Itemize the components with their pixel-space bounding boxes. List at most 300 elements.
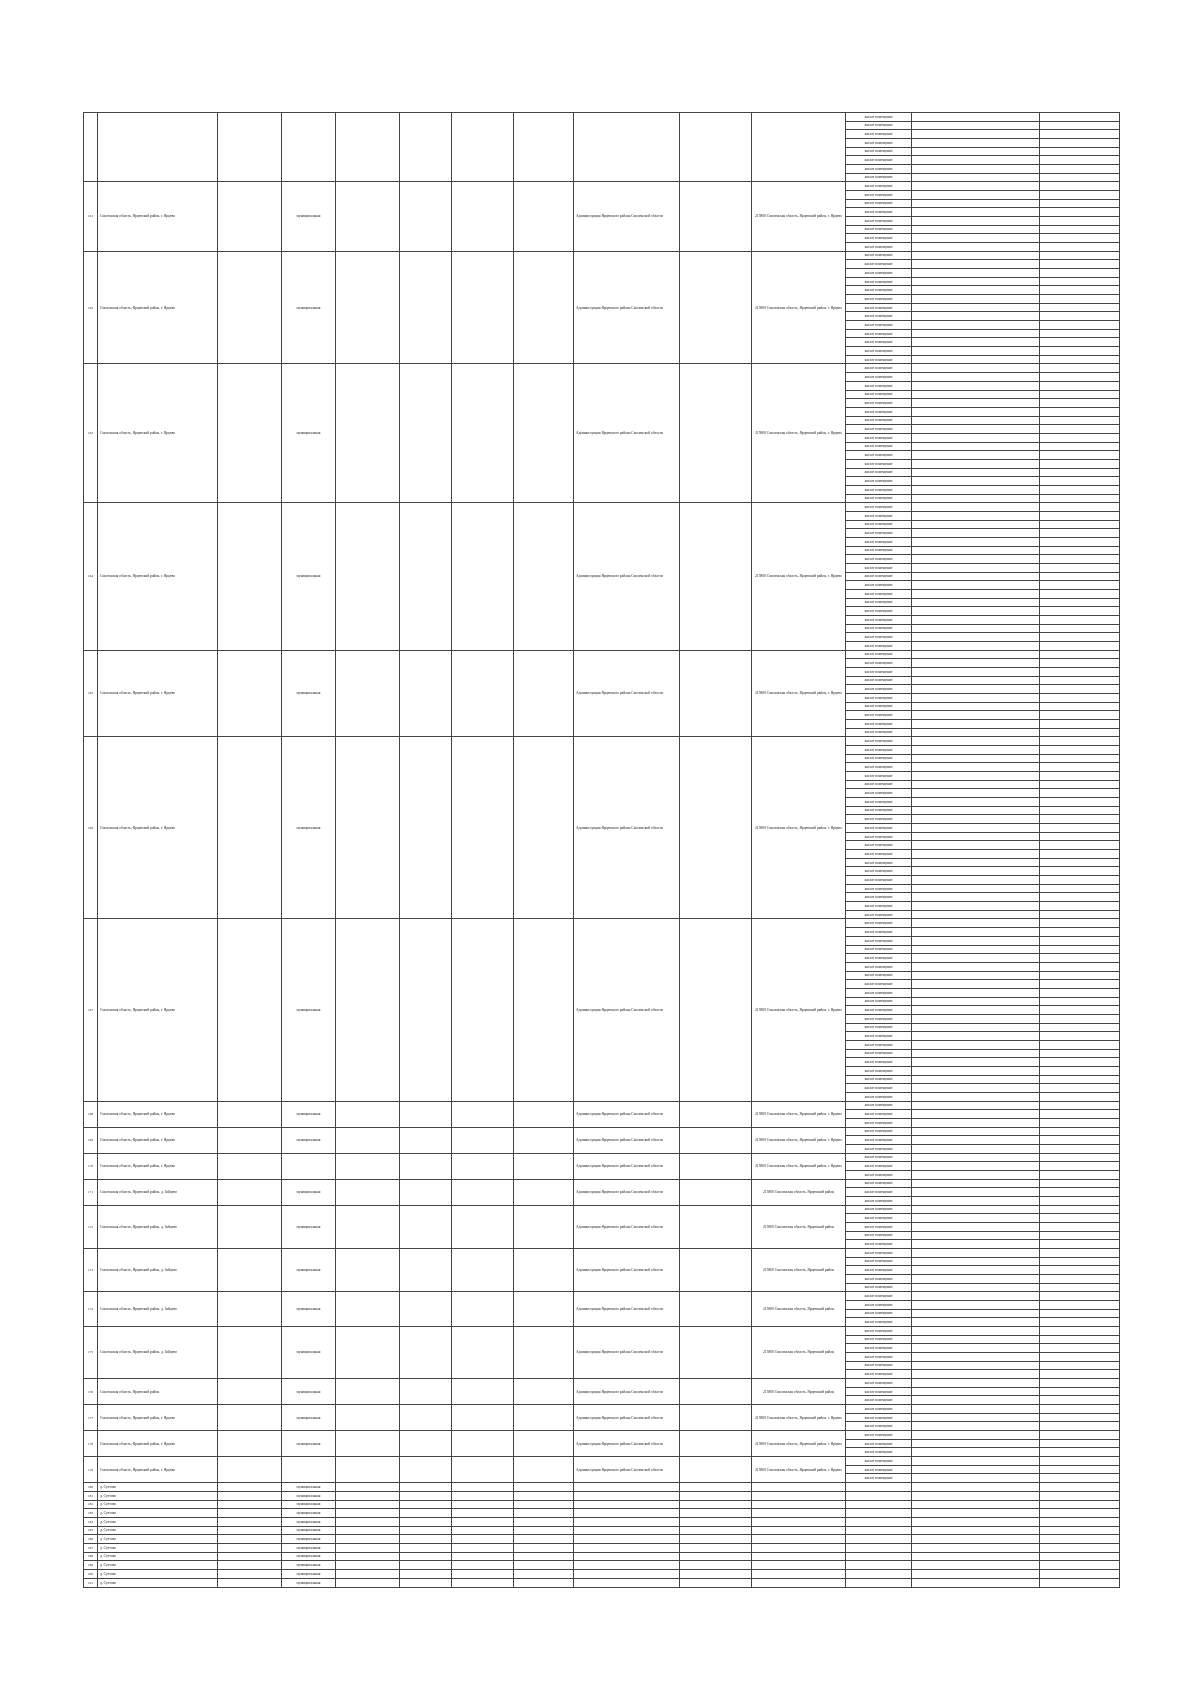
sub-type: жилое помещение [846,1335,912,1344]
cell-c6 [452,1561,514,1570]
sub-address [912,720,1040,729]
sub-cadastre [1040,841,1120,850]
sub-address [912,468,1040,477]
cell-type: муниципальная [282,1101,336,1127]
sub-type: жилое помещение [846,824,912,833]
cell-inn [680,113,752,182]
sub-type: жилое помещение [846,113,912,122]
sub-type: жилое помещение [846,581,912,590]
sub-type: жилое помещение [846,1240,912,1249]
registry-body [84,113,1120,1588]
sub-cadastre [1040,208,1120,217]
sub-cadastre [1040,1214,1120,1223]
cell-type [282,1153,336,1179]
cell-empty [846,1578,912,1587]
sub-type: жилое помещение [846,1318,912,1327]
cell-owner: Администрация Ярцевского района Смоленской области [574,1379,680,1405]
sub-cadastre [1040,1162,1120,1171]
sub-type: жилое помещение [846,468,912,477]
cell-purpose [336,1292,400,1327]
cell-no [84,113,98,182]
sub-cadastre [1040,494,1120,503]
cell-c6 [452,1535,514,1544]
sub-address [912,876,1040,885]
sub-cadastre [1040,251,1120,260]
sub-address [912,850,1040,859]
sub-type: жилое помещение [846,1075,912,1084]
sub-type: жилое помещение [846,763,912,772]
cell-purpose [336,1379,400,1405]
cell-owner_addr: 215800 Смоленская область, Ярцевский район [752,1179,846,1205]
sub-cadastre [1040,832,1120,841]
sub-address [912,511,1040,520]
sub-type: жилое помещение [846,338,912,347]
sub-type: жилое помещение [846,156,912,165]
sub-cadastre [1040,1153,1120,1162]
cell-c7 [514,737,574,919]
cell-cadastre [218,251,282,364]
cell-empty [1040,1483,1120,1492]
sub-address [912,113,1040,122]
sub-type: жилое помещение [846,173,912,182]
sub-type: жилое помещение [846,1292,912,1301]
cell-purpose [336,1509,400,1518]
sub-cadastre [1040,182,1120,191]
sub-type: жилое помещение [846,772,912,781]
sub-type: жилое помещение [846,1431,912,1440]
sub-type: жилое помещение [846,1118,912,1127]
cell-type: муниципальная [282,1543,336,1552]
sub-address [912,269,1040,278]
sub-cadastre [1040,1075,1120,1084]
sub-cadastre [1040,199,1120,208]
sub-type: жилое помещение [846,1327,912,1336]
cell-cadastre [218,1569,282,1578]
cell-empty [846,1517,912,1526]
cell-empty [846,1552,912,1561]
cell-no: 167 [84,919,98,1101]
sub-type: жилое помещение [846,1066,912,1075]
sub-cadastre [1040,381,1120,390]
cell-no: 161 [84,182,98,251]
cell-empty [1040,1535,1120,1544]
cell-address: Смоленская область, Ярцевский район [98,1379,218,1405]
sub-address [912,1257,1040,1266]
cell-empty [574,1578,680,1587]
cell-c6 [452,182,514,251]
cell-c7 [514,1405,574,1431]
cell-c6 [452,1292,514,1327]
cell-c7 [514,1535,574,1544]
cell-owner_addr: 215800 Смоленская область, Ярцевский район, г. Ярцево [752,1153,846,1179]
sub-cadastre [1040,746,1120,755]
cell-c7 [514,182,574,251]
cell-address: Смоленская область, Ярцевский район, г. Ярцево [98,1153,218,1179]
sub-type: жилое помещение [846,503,912,512]
cell-purpose [336,1535,400,1544]
cell-address: Смоленская область, Ярцевский район, г. Ярцево [98,251,218,364]
sub-cadastre [1040,789,1120,798]
sub-address [912,1092,1040,1101]
sub-cadastre [1040,1231,1120,1240]
sub-cadastre [1040,936,1120,945]
sub-address [912,260,1040,269]
sub-address [912,728,1040,737]
cell-c7 [514,1431,574,1457]
cell-c5 [400,1569,452,1578]
cell-c5 [400,1517,452,1526]
sub-cadastre [1040,910,1120,919]
sub-cadastre [1040,1110,1120,1119]
sub-type: жилое помещение [846,936,912,945]
sub-address [912,477,1040,486]
sub-address [912,312,1040,321]
sub-type: жилое помещение [846,858,912,867]
sub-cadastre [1040,451,1120,460]
cell-address: д. Суетово [98,1517,218,1526]
cell-purpose [336,919,400,1101]
sub-type: жилое помещение [846,1448,912,1457]
sub-address [912,668,1040,677]
sub-cadastre [1040,694,1120,703]
cell-c6 [452,737,514,919]
cell-empty [846,1561,912,1570]
sub-address [912,1179,1040,1188]
sub-cadastre [1040,824,1120,833]
sub-address [912,763,1040,772]
cell-c7 [514,1292,574,1327]
cell-purpose [336,1543,400,1552]
cell-no: 183 [84,1509,98,1518]
sub-type: жилое помещение [846,451,912,460]
cell-inn [680,503,752,650]
sub-address [912,702,1040,711]
sub-cadastre [1040,572,1120,581]
cell-c7 [514,364,574,503]
sub-address [912,694,1040,703]
cell-empty [752,1535,846,1544]
cell-inn [680,1405,752,1431]
sub-type: жилое помещение [846,1084,912,1093]
cell-address: д. Суетово [98,1535,218,1544]
sub-type: жилое помещение [846,1006,912,1015]
sub-cadastre [1040,1292,1120,1301]
sub-cadastre [1040,347,1120,356]
cell-c5 [400,1127,452,1153]
cell-empty [574,1535,680,1544]
sub-cadastre [1040,1006,1120,1015]
sub-address [912,1188,1040,1197]
cell-no: 188 [84,1552,98,1561]
cell-c5 [400,1543,452,1552]
sub-cadastre [1040,702,1120,711]
sub-address [912,1413,1040,1422]
sub-type: жилое помещение [846,520,912,529]
cell-purpose [336,1179,400,1205]
registry-table [83,112,1120,1588]
cell-type: муниципальная [282,1561,336,1570]
cell-cadastre [218,364,282,503]
sub-address [912,1327,1040,1336]
sub-type: жилое помещение [846,555,912,564]
sub-cadastre [1040,511,1120,520]
sub-type: жилое помещение [846,1370,912,1379]
cell-c6 [452,113,514,182]
cell-no: 172 [84,1205,98,1248]
cell-inn [680,251,752,364]
sub-type: жилое помещение [846,1196,912,1205]
cell-c5 [400,1483,452,1492]
sub-address [912,451,1040,460]
cell-owner_addr: 215800 Смоленская область, Ярцевский район [752,1379,846,1405]
cell-empty [752,1552,846,1561]
sub-address [912,1249,1040,1258]
sub-cadastre [1040,1092,1120,1101]
cell-address: Смоленская область, Ярцевский район, д. Зайцево [98,1179,218,1205]
sub-cadastre [1040,1379,1120,1388]
cell-cadastre [218,1491,282,1500]
sub-address [912,1110,1040,1119]
sub-type: жилое помещение [846,1205,912,1214]
sub-cadastre [1040,1318,1120,1327]
sub-cadastre [1040,1465,1120,1474]
sub-address [912,546,1040,555]
sub-address [912,1405,1040,1414]
sub-address [912,1223,1040,1232]
cell-c5 [400,1526,452,1535]
cell-c7 [514,503,574,650]
cell-c7 [514,650,574,737]
cell-empty [912,1483,1040,1492]
cell-c6 [452,1405,514,1431]
sub-cadastre [1040,1361,1120,1370]
cell-owner: Администрация Ярцевского района Смоленской области [574,1205,680,1248]
cell-address: Смоленская область, Ярцевский район, г. Ярцево [98,1101,218,1127]
cell-cadastre [218,1535,282,1544]
table-row [84,1327,1120,1336]
sub-type: жилое помещение [846,217,912,226]
sub-address [912,347,1040,356]
sub-address [912,407,1040,416]
sub-address [912,1144,1040,1153]
sub-cadastre [1040,806,1120,815]
sub-cadastre [1040,815,1120,824]
cell-address: Смоленская область, Ярцевский район, д. Зайцево [98,1249,218,1292]
cell-empty [574,1517,680,1526]
sub-cadastre [1040,1032,1120,1041]
sub-address [912,243,1040,252]
sub-address [912,217,1040,226]
sub-type: жилое помещение [846,841,912,850]
cell-no: 177 [84,1405,98,1431]
cell-empty [574,1509,680,1518]
cell-address: Смоленская область, Ярцевский район, д. Зайцево [98,1327,218,1379]
sub-type: жилое помещение [846,737,912,746]
sub-type: жилое помещение [846,633,912,642]
cell-empty [574,1552,680,1561]
sub-cadastre [1040,1405,1120,1414]
sub-cadastre [1040,173,1120,182]
cell-c6 [452,364,514,503]
sub-cadastre [1040,728,1120,737]
cell-purpose [336,182,400,251]
cell-no: 181 [84,1491,98,1500]
cell-address: Смоленская область, Ярцевский район, г. Ярцево [98,364,218,503]
sub-type: жилое помещение [846,1101,912,1110]
sub-address [912,1066,1040,1075]
sub-type: жилое помещение [846,598,912,607]
cell-cadastre [218,1517,282,1526]
cell-empty [752,1500,846,1509]
cell-c6 [452,1179,514,1205]
cell-cadastre [218,1101,282,1127]
sub-type: жилое помещение [846,1231,912,1240]
sub-address [912,537,1040,546]
sub-address [912,1422,1040,1431]
sub-address [912,225,1040,234]
sub-cadastre [1040,668,1120,677]
sub-type: жилое помещение [846,485,912,494]
cell-inn [680,919,752,1101]
table-row [84,1509,1120,1518]
sub-type: жилое помещение [846,893,912,902]
sub-address [912,659,1040,668]
sub-cadastre [1040,850,1120,859]
cell-empty [680,1526,752,1535]
sub-type: жилое помещение [846,815,912,824]
sub-type: жилое помещение [846,945,912,954]
sub-type: жилое помещение [846,260,912,269]
sub-type: жилое помещение [846,997,912,1006]
cell-c6 [452,650,514,737]
sub-cadastre [1040,459,1120,468]
cell-c7 [514,1569,574,1578]
cell-c5 [400,251,452,364]
cell-c6 [452,1431,514,1457]
sub-type: жилое помещение [846,659,912,668]
cell-c6 [452,1127,514,1153]
sub-type: жилое помещение [846,1457,912,1466]
sub-address [912,1465,1040,1474]
sub-cadastre [1040,1370,1120,1379]
sub-cadastre [1040,1309,1120,1318]
sub-cadastre [1040,1396,1120,1405]
sub-type: жилое помещение [846,347,912,356]
sub-address [912,1240,1040,1249]
sub-address [912,1387,1040,1396]
cell-purpose [336,1552,400,1561]
cell-owner: Администрация Ярцевского района Смоленской области [574,251,680,364]
cell-empty [752,1526,846,1535]
cell-no: 182 [84,1500,98,1509]
cell-no: 185 [84,1526,98,1535]
cell-address: д. Суетово [98,1526,218,1535]
cell-c6 [452,1500,514,1509]
cell-cadastre [218,1561,282,1570]
sub-cadastre [1040,954,1120,963]
sub-cadastre [1040,130,1120,139]
cell-owner_addr: 215800 Смоленская область, Ярцевский район, г. Ярцево [752,364,846,503]
sub-type: жилое помещение [846,433,912,442]
cell-no: 163 [84,364,98,503]
sub-cadastre [1040,225,1120,234]
cell-c7 [514,1500,574,1509]
cell-c7 [514,1127,574,1153]
sub-address [912,286,1040,295]
sub-address [912,858,1040,867]
sub-type: жилое помещение [846,806,912,815]
cell-cadastre [218,1179,282,1205]
cell-owner: Администрация Ярцевского района Смоленской области [574,1457,680,1483]
sub-cadastre [1040,1144,1120,1153]
sub-type: жилое помещение [846,1396,912,1405]
sub-address [912,355,1040,364]
cell-c5 [400,919,452,1101]
sub-cadastre [1040,269,1120,278]
sub-cadastre [1040,1240,1120,1249]
cell-address: Смоленская область, Ярцевский район, г. Ярцево [98,919,218,1101]
cell-empty [846,1509,912,1518]
cell-type [282,113,336,182]
sub-type: жилое помещение [846,789,912,798]
sub-type: жилое помещение [846,1465,912,1474]
cell-c7 [514,1379,574,1405]
sub-address [912,780,1040,789]
sub-address [912,1231,1040,1240]
sub-type: жилое помещение [846,1136,912,1145]
sub-type: жилое помещение [846,511,912,520]
cell-c6 [452,1327,514,1379]
sub-address [912,494,1040,503]
cell-c7 [514,919,574,1101]
sub-cadastre [1040,1066,1120,1075]
cell-no: 164 [84,503,98,650]
sub-type: жилое помещение [846,1179,912,1188]
cell-cadastre [218,1292,282,1327]
table-row [84,1205,1120,1214]
cell-c6 [452,1552,514,1561]
cell-cadastre [218,1543,282,1552]
sub-cadastre [1040,581,1120,590]
cell-cadastre [218,1431,282,1457]
sub-type: жилое помещение [846,286,912,295]
cell-empty [1040,1491,1120,1500]
cell-empty [680,1578,752,1587]
cell-cadastre [218,113,282,182]
sub-type: жилое помещение [846,711,912,720]
sub-cadastre [1040,754,1120,763]
sub-address [912,1049,1040,1058]
cell-owner_addr: 215800 Смоленская область, Ярцевский район [752,1292,846,1327]
sub-type: жилое помещение [846,459,912,468]
sub-type: жилое помещение [846,676,912,685]
cell-c5 [400,503,452,650]
sub-cadastre [1040,1353,1120,1362]
cell-purpose [336,1249,400,1292]
sub-type: жилое помещение [846,537,912,546]
sub-type: жилое помещение [846,919,912,928]
cell-owner_addr: 215800 Смоленская область, Ярцевский район [752,1327,846,1379]
cell-type: муниципальная [282,182,336,251]
sub-type: жилое помещение [846,728,912,737]
cell-empty [1040,1569,1120,1578]
sub-address [912,390,1040,399]
sub-type: жилое помещение [846,182,912,191]
cell-cadastre [218,182,282,251]
sub-cadastre [1040,893,1120,902]
sub-cadastre [1040,1223,1120,1232]
sub-cadastre [1040,1439,1120,1448]
